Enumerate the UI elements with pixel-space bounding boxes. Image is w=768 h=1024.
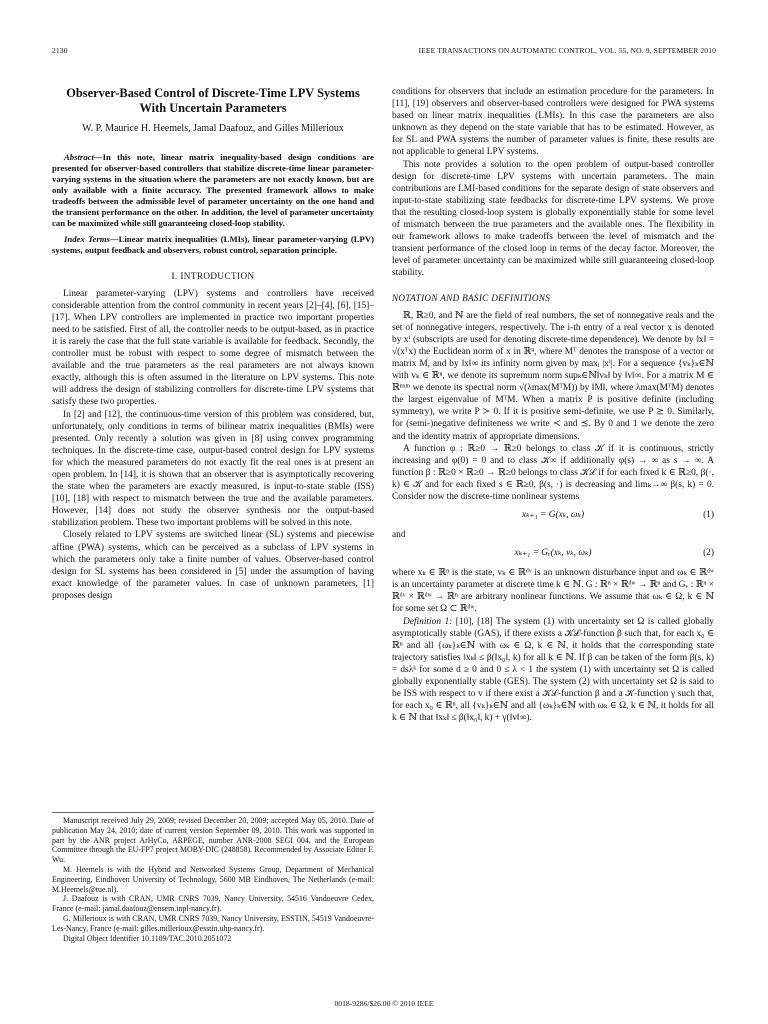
index-terms bbox=[52, 234, 374, 256]
footnote-manuscript: Manuscript received July 29, 2009; revised December 20, 2009; accepted May 05, 2010. Date of publication May 24, 2010; date of current version September 09, 2010. This work was supported in part by the ANR project ArHyCo, ARPEGE, number ANR-2008 SEGI 004, and the European Committee through the EU-FP7 project MOBY-DIC (248858). Recommended by Associate Editor F. Wu. bbox=[52, 816, 374, 865]
and-connector: and bbox=[392, 530, 406, 541]
intro-paragraph-2: In [2] and [12], the continuous-time version of this problem was considered, but, unfortunately, only conditions in terms of bilinear matrix inequalities (BMIs) were presented. Only recently a solution was given in [8] using convex programming techniques. In the discrete-time case, output-based control design for LPV systems for which the measured parameters do not exactly fit the real ones is at present an open problem. In [14], it is shown that an observer that is asymptotically recovering the state when the parameters are exactly measured, is input-to-state stable (ISS) [10], [18] with respect to mismatch between the true and the available parameters. However, [14] does not study the observer synthesis nor the output-based stabilization problem. These two important problems will be solved in this note. bbox=[52, 409, 374, 529]
intro-paragraph-4: conditions for observers that include an estimation procedure for the parameters. In [11], [19] observers and observer-based controllers were designed for PWA systems based on linear matrix inequalities (LMIs). In this case the parameters are also unknown as they depend on the state variable that has to be estimated. However, as for SL and PWA systems the number of parameter values is finite, these results are not applicable to general LPV systems. bbox=[392, 87, 714, 158]
definition-1 bbox=[392, 616, 714, 725]
equation-2-number: (2) bbox=[703, 548, 714, 559]
notation-paragraph-2: A function φ : ℝ≥0 → ℝ≥0 belongs to class 𝒦 if it is continuous, strictly increasing and φ(0) = 0 and to class 𝒦∞ if additionally φ(s) → ∞ as s → ∞. A function β : ℝ≥0 × ℝ≥0 → ℝ≥0 belongs to class 𝒦ℒ if for each fixed k ∈ ℝ≥0, β(·, k) ∈ 𝒦 and for each fixed s ∈ ℝ≥0, β(s, ·) is decreasing and limₖ→∞ β(s, k) = 0. Consider now the discrete-time nonlinear systems bbox=[392, 443, 714, 502]
section-heading-notation: NOTATION AND BASIC DEFINITIONS bbox=[392, 292, 551, 303]
notation-paragraph-1: ℝ, ℝ≥0, and ℕ are the field of real numbers, the set of nonnegative reals and the set of nonnegative integers, respectively. The i-th entry of a real vector x is denoted by xⁱ (subscripts are used for denoting discrete-time dependence). We denote by ‖x‖ = √(xᵀx) the Euclidean norm of x in ℝⁿ, where Mᵀ denotes the transpose of a vector or matrix M, and by ‖x‖∞ its infinity norm given by maxᵢ |xⁱ|. For a sequence {vₖ}ₖ∈ℕ with vₖ ∈ ℝⁿ, we denote its supremum norm supₖ∈ℕ‖vₖ‖ by ‖v‖∞. For a matrix M ∈ ℝⁿˣᵐ we denote its spectral norm √(λmax(MᵀM)) by ‖M‖, where λmax(MᵀM) denotes the largest eigenvalue of MᵀM. When a matrix P is positive definite (including symmetry), we write P ≻ 0. If it is positive semi-definite, we use P ⪰ 0. Similarly, for (semi-)negative definiteness we write ≺ and ⪯. By 0 and 1 we denote the zero and the identity matrix of appropriate dimensions. bbox=[392, 310, 714, 442]
abstract bbox=[52, 152, 374, 229]
definition-1-label: Definition 1: bbox=[403, 616, 453, 627]
definition-1-text: [10], [18] The system (1) with uncertainty set Ω is called globally asymptotically stable (GAS), if there exists a 𝒦ℒ-function β such that, for each x₀ ∈ ℝⁿ and all {ωₖ}ₖ∈ℕ with ωₖ ∈ Ω, k ∈ ℕ, it holds that the corresponding state trajectory satisfies ‖xₖ‖ ≤ β(‖x₀‖, k) for all k ∈ ℕ. If β can be taken of the form β(s, k) = dsλᵏ for some d ≥ 0 and 0 ≤ λ < 1 the system (1) with uncertainty set Ω is called globally exponentially stable (GES). The system (2) with uncertainty set Ω is said to be ISS with respect to v if there exist a 𝒦ℒ-function β and a 𝒦-function γ such that, for each x₀ ∈ ℝⁿ, all {vₖ}ₖ∈ℕ and all {ωₖ}ₖ∈ℕ with ωₖ ∈ Ω, k ∈ ℕ, it holds for all k ∈ ℕ that ‖xₖ‖ ≤ β(‖x₀‖, k) + γ(‖v‖∞). bbox=[392, 616, 714, 724]
left-column bbox=[52, 86, 374, 602]
equation-1-number: (1) bbox=[703, 510, 714, 521]
abstract-text: In this note, linear matrix inequality-based design conditions are presented for observer-based controllers that stabilize discrete-time linear parameter-varying systems in the situation where the parameters are not exactly known, but are only available with a finite accuracy. The presented framework allows to make tradeoffs between the admissible level of parameter uncertainty on the one hand and the transient performance on the other. In addition, the level of parameter uncertainty can be maximized while still guaranteeing closed-loop stability. bbox=[52, 151, 374, 228]
footnote-millerioux: G. Millerioux is with CRAN, UMR CNRS 7039, Nancy University, ESSTIN, 54519 Vandoeuvre-Les-Nancy, France (e-mail: gilles.millerioux@esstin.uhp-nancy.fr). bbox=[52, 913, 374, 933]
intro-paragraph-1: Linear parameter-varying (LPV) systems and controllers have received considerable attention from the control community in recent years [2]–[4], [6], [15]–[17]. When LPV controllers are implemented in practice two important properties need to be satisfied. First of all, the controller needs to be output-based, as in practice it is rarely the case that the full state variable is available for feedback. Secondly, the controller must be robust with respect to some degree of mismatch between the available and the true parameters as the real parameters are not always known exactly, although this is often assumed in the literature on LPV systems. This note will address the design of stabilizing controllers for discrete-time LPV systems that satisfy these two properties. bbox=[52, 288, 374, 408]
footnote-daafouz: J. Daafouz is with CRAN, UMR CNRS 7039, Nancy University, 54516 Vandoeuvre Cedex, France (e-mail: jamal.daafouz@ensem.inpl-nancy.fr). bbox=[52, 894, 374, 914]
equation-2-expression: xₖ₊₁ = Gᵥ(xₖ, vₖ, ωₖ) bbox=[514, 548, 592, 559]
footnote-doi: Digital Object Identifier 10.1109/TAC.2010.2051072 bbox=[63, 933, 232, 943]
intro-paragraph-3: Closely related to LPV systems are switched linear (SL) systems and piecewise affine (PWA) systems, which can be perceived as a subclass of LPV systems in which the parameters only take a finite number of values. Observer-based control design for SL systems has been considered in [5] under the assumption of having exact knowledge of the parameter values. In case of unknown parameters, [1] proposes design bbox=[52, 530, 374, 601]
where-paragraph: where xₖ ∈ ℝⁿ is the state, vₖ ∈ ℝᵈᵛ is an unknown disturbance input and ωₖ ∈ ℝᵈʷ is an uncertainty parameter at discrete time k ∈ ℕ. G : ℝⁿ × ℝᵈʷ → ℝⁿ and Gᵥ : ℝⁿ × ℝᵈᵛ × ℝᵈʷ → ℝⁿ are arbitrary nonlinear functions. We assume that ωₖ ∈ Ω, k ∈ ℕ for some set Ω ⊂ ℝᵈʷ. bbox=[392, 568, 714, 615]
paper-title: Observer-Based Control of Discrete-Time LPV Systems With Uncertain Parameters bbox=[66, 86, 360, 116]
equation-1-expression: xₖ₊₁ = G(xₖ, ωₖ) bbox=[521, 510, 585, 521]
page-number: 2130 bbox=[52, 46, 68, 55]
intro-paragraph-5: This note provides a solution to the open problem of output-based controller design for discrete-time LPV systems with uncertain parameters. The main contributions are LMI-based conditions for the separate design of state observers and input-to-state stabilizing state feedbacks for discrete-time LPV systems. We prove that the resulting closed-loop system is globally exponentially stable for some level of mismatch between the true parameters and the available ones. The flexibility in our framework allows to make tradeoffs between the level of mismatch and the transient performance of the closed loop in terms of the decay factor. Moreover, the level of parameter uncertainty can be maximized while still guaranteeing closed-loop stability. bbox=[392, 159, 714, 279]
right-column bbox=[392, 86, 714, 724]
running-header: IEEE TRANSACTIONS ON AUTOMATIC CONTROL, VOL. 55, NO. 9, SEPTEMBER 2010 bbox=[418, 46, 716, 55]
index-terms-label: Index Terms— bbox=[64, 233, 119, 244]
footnote-heemels: M. Heemels is with the Hybrid and Networked Systems Group, Department of Mechanical Engineering, Eindhoven University of Technology, 5600 MB Eindhoven, The Netherlands (e-mail: M.Heemels@tue.nl). bbox=[52, 864, 374, 894]
equation-1 bbox=[392, 503, 714, 529]
copyright-footer: 0018-9286/$26.00 © 2010 IEEE bbox=[334, 999, 434, 1008]
abstract-label: Abstract— bbox=[64, 151, 103, 162]
section-heading-introduction: I. INTRODUCTION bbox=[171, 270, 255, 281]
equation-2 bbox=[392, 541, 714, 567]
footnotes bbox=[52, 812, 374, 943]
author-list: W. P. Maurice H. Heemels, Jamal Daafouz, and Gilles Millerioux bbox=[82, 123, 344, 135]
index-terms-text: Linear matrix inequalities (LMIs), linear parameter-varying (LPV) systems, output feedback and observers, robust control, separation principle. bbox=[52, 233, 374, 255]
